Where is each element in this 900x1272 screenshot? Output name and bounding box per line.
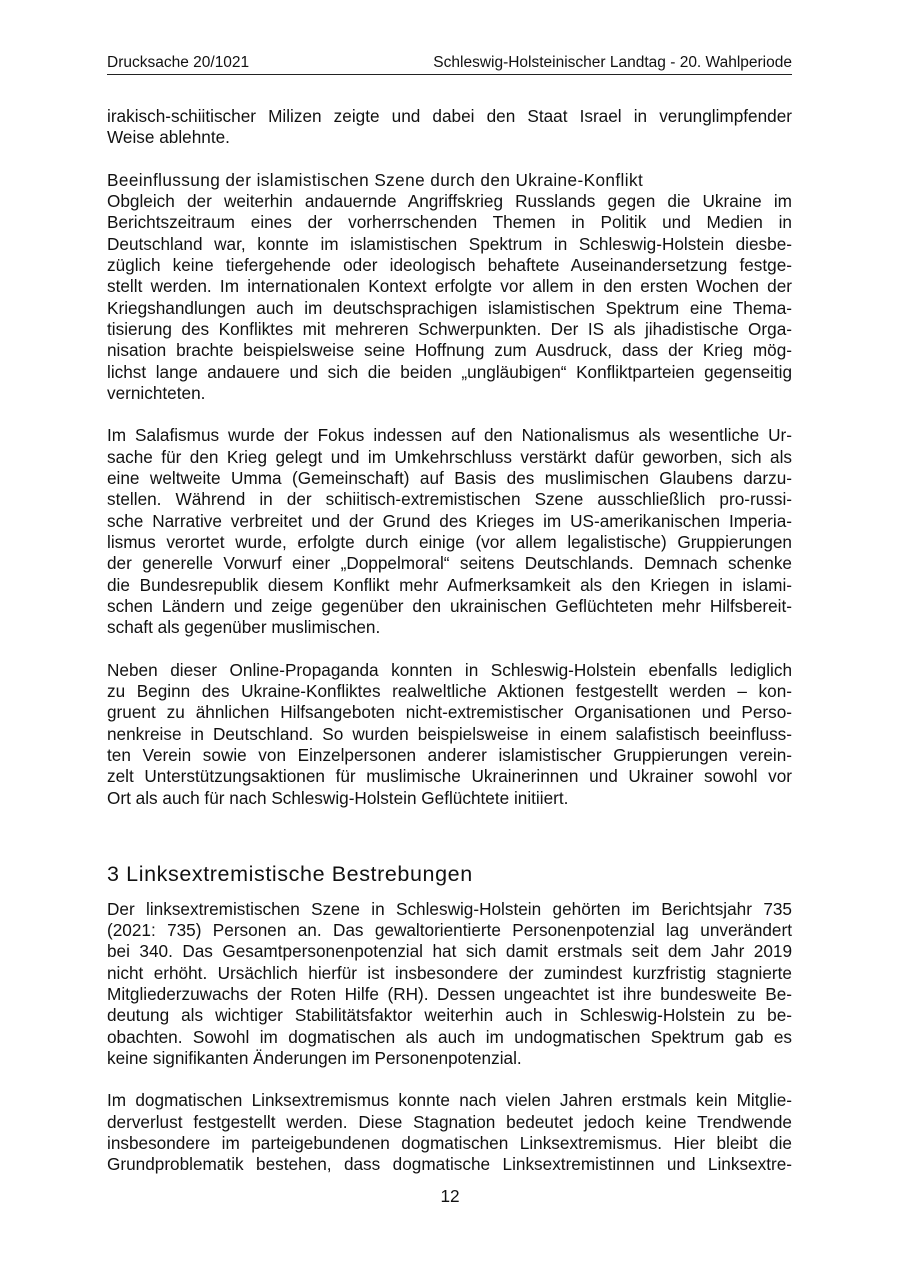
- text-line: lismus verortet wurde, erfolgte durch einige (vor allem legalistische) Gruppierungen: [107, 531, 792, 552]
- text-line: Der linksextremistischen Szene in Schleswig-Holstein gehörten im Berichtsjahr 735: [107, 898, 792, 919]
- paragraph-salafismus: [107, 425, 792, 638]
- text-line: stellt werden. Im internationalen Kontext erfolgte vor allem in den ersten Wochen der: [107, 276, 792, 297]
- document-number: Drucksache 20/1021: [107, 54, 250, 71]
- section-heading: 3 Linksextremistische Bestrebungen: [107, 861, 473, 886]
- text-line: Ort als auch für nach Schleswig-Holstein Geflüchtete initiiert.: [107, 787, 569, 808]
- text-line: die Bundesrepublik diesem Konflikt mehr Aufmerksamkeit als den Kriegen in islami-: [107, 574, 792, 595]
- paragraph-gap: [107, 149, 792, 170]
- paragraph-ukraine: [107, 191, 792, 404]
- text-line: Grundproblematik bestehen, dass dogmatische Linksextremistinnen und Linksextre-: [107, 1154, 792, 1175]
- text-line: lichst lange andauere und sich die beiden „ungläubigen“ Konfliktparteien gegenseitig: [107, 361, 792, 382]
- text-line: keine signifikanten Änderungen im Personenpotenzial.: [107, 1047, 522, 1068]
- page-body: [107, 106, 792, 1176]
- text-line: derverlust festgestellt werden. Diese Stagnation bedeutet jedoch keine Trendwende: [107, 1111, 792, 1132]
- paragraph-intro: [107, 106, 792, 149]
- text-line: Deutschland war, konnte im islamistischen Spektrum in Schleswig-Holstein diesbe-: [107, 233, 792, 254]
- text-line: schaft als gegenüber muslimischen.: [107, 617, 381, 638]
- paragraph-dogmatisch: [107, 1090, 792, 1175]
- paragraph-gap: [107, 638, 792, 659]
- text-line: stellen. Während in der schiitisch-extremistischen Szene ausschließlich pro-russi-: [107, 489, 792, 510]
- paragraph-linksextremismus: [107, 899, 792, 1069]
- text-line: bei 340. Das Gesamtpersonenpotenzial hat sich damit erstmals seit dem Jahr 2019: [107, 941, 792, 962]
- text-line: gruent zu ähnlichen Hilfsangeboten nicht-extremistischer Organisationen und Perso-: [107, 702, 792, 723]
- text-line: nicht erhöht. Ursächlich hierfür ist insbesondere der zumindest kurzfristig stagnierte: [107, 962, 792, 983]
- subsection-heading: Beeinflussung der islamistischen Szene durch den Ukraine-Konflikt: [107, 169, 644, 190]
- text-line: tisierung des Konfliktes mit mehreren Schwerpunkten. Der IS als jihadistische Orga-: [107, 318, 792, 339]
- text-line: (2021: 735) Personen an. Das gewaltorientierte Personenpotenzial lag unverändert: [107, 920, 792, 941]
- text-line: Im dogmatischen Linksextremismus konnte nach vielen Jahren erstmals kein Mitglie-: [107, 1090, 792, 1111]
- text-line: deutung als wichtiger Stabilitätsfaktor weiterhin auch in Schleswig-Holstein zu be-: [107, 1005, 792, 1026]
- text-line: sache für den Krieg gelegt und im Umkehrschluss verstärkt dafür geworben, sich als: [107, 446, 792, 467]
- text-line: Kriegshandlungen auch im deutschsprachigen islamistischen Spektrum eine Thema-: [107, 297, 792, 318]
- paragraph-online-propaganda: [107, 660, 792, 809]
- paragraph-gap: [107, 1069, 792, 1090]
- text-line: Im Salafismus wurde der Fokus indessen auf den Nationalismus als wesentliche Ur-: [107, 425, 792, 446]
- paragraph-gap: [107, 404, 792, 425]
- text-line: Mitgliederzuwachs der Roten Hilfe (RH). Dessen ungeachtet ist ihre bundesweite Be-: [107, 983, 792, 1004]
- text-line: Neben dieser Online-Propaganda konnten in Schleswig-Holstein ebenfalls lediglich: [107, 659, 792, 680]
- text-line: ten Verein sowie von Einzelpersonen anderer islamistischer Gruppierungen verein-: [107, 744, 792, 765]
- page-number: 12: [440, 1186, 460, 1206]
- text-line: insbesondere im parteigebundenen dogmatischen Linksextremismus. Hier bleibt die: [107, 1133, 792, 1154]
- text-line: zelt Unterstützungsaktionen für muslimische Ukrainerinnen und Ukrainer sowohl vor: [107, 766, 792, 787]
- text-line: Weise ablehnte.: [107, 127, 230, 148]
- text-line: zu Beginn des Ukraine-Konfliktes realweltliche Aktionen festgestellt werden – kon-: [107, 681, 792, 702]
- text-line: vernichteten.: [107, 382, 206, 403]
- running-header: [107, 54, 792, 75]
- text-line: sche Narrative verbreitet und der Grund des Krieges im US-amerikanischen Imperia-: [107, 510, 792, 531]
- parliament-title: Schleswig-Holsteinischer Landtag - 20. Wahlperiode: [433, 54, 792, 71]
- text-line: schen Ländern und zeige gegenüber den ukrainischen Geflüchteten mehr Hilfsbereit-: [107, 595, 792, 616]
- text-line: eine weltweite Umma (Gemeinschaft) auf Basis des muslimischen Glaubens darzu-: [107, 468, 792, 489]
- text-line: Berichtszeitraum eines der vorherrschenden Themen in Politik und Medien in: [107, 212, 792, 233]
- text-line: Obgleich der weiterhin andauernde Angriffskrieg Russlands gegen die Ukraine im: [107, 191, 792, 212]
- text-line: züglich keine tiefergehende oder ideologisch behaftete Auseinandersetzung festge-: [107, 255, 792, 276]
- text-line: irakisch-schiitischer Milizen zeigte und dabei den Staat Israel in verunglimpfender: [107, 106, 792, 126]
- section-gap: [107, 809, 792, 861]
- text-line: nisation brachte beispielsweise seine Hoffnung zum Ausdruck, dass der Krieg mög-: [107, 340, 792, 361]
- text-line: der generelle Vorwurf einer „Doppelmoral“ seitens Deutschlands. Demnach schenke: [107, 553, 792, 574]
- text-line: obachten. Sowohl im dogmatischen als auch im undogmatischen Spektrum gab es: [107, 1026, 792, 1047]
- text-line: nenkreise in Deutschland. So wurden beispielsweise in einem salafistisch beeinfluss-: [107, 723, 792, 744]
